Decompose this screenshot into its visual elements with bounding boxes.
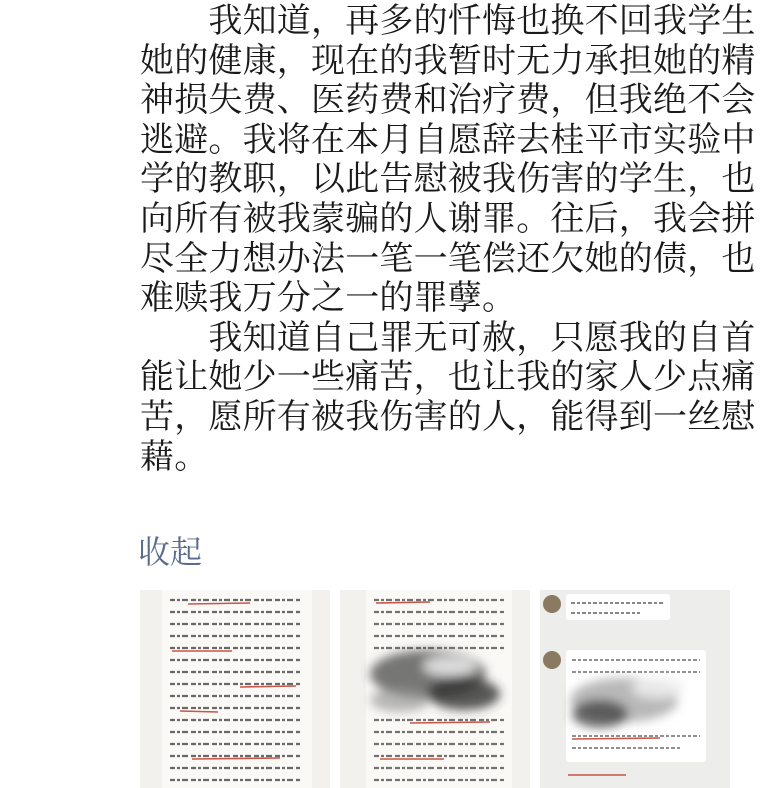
post-text-line: 难赎我万分之一的罪孽。 bbox=[140, 278, 517, 319]
blurred-chat-screenshot-image bbox=[540, 590, 730, 788]
thumbnail-1[interactable] bbox=[140, 590, 330, 788]
post-body-text bbox=[140, 1, 756, 477]
handwritten-letter-page-image bbox=[140, 590, 330, 788]
collapse-link[interactable]: 收起 bbox=[138, 533, 203, 571]
image-grid bbox=[140, 590, 736, 788]
post-text-line: 神损失费、医药费和治疗费，但我绝不会 bbox=[140, 80, 756, 121]
blurred-letter-page-image bbox=[340, 590, 530, 788]
post-text-line: 尽全力想办法一笔一笔偿还欠她的债，也 bbox=[140, 238, 756, 279]
post-text-line: 学的教职，以此告慰被我伤害的学生，也 bbox=[140, 159, 756, 200]
post-text-line: 能让她少一些痛苦，也让我的家人少点痛 bbox=[140, 357, 756, 398]
post-text-line: 逃避。我将在本月自愿辞去桂平市实验中 bbox=[140, 119, 756, 160]
post-text-line: 我知道自己罪无可赦，只愿我的自首 bbox=[140, 317, 756, 358]
post-text-line: 她的健康，现在的我暂时无力承担她的精 bbox=[140, 40, 756, 81]
thumbnail-2[interactable] bbox=[340, 590, 530, 788]
post-text-line: 苦，愿所有被我伤害的人，能得到一丝慰 bbox=[140, 396, 756, 437]
post-text-line: 藉。 bbox=[140, 436, 209, 477]
post-text-line: 我知道，再多的忏悔也换不回我学生 bbox=[140, 1, 756, 41]
thumbnail-3[interactable] bbox=[540, 590, 730, 788]
post-text-line: 向所有被我蒙骗的人谢罪。往后，我会拼 bbox=[140, 198, 756, 239]
